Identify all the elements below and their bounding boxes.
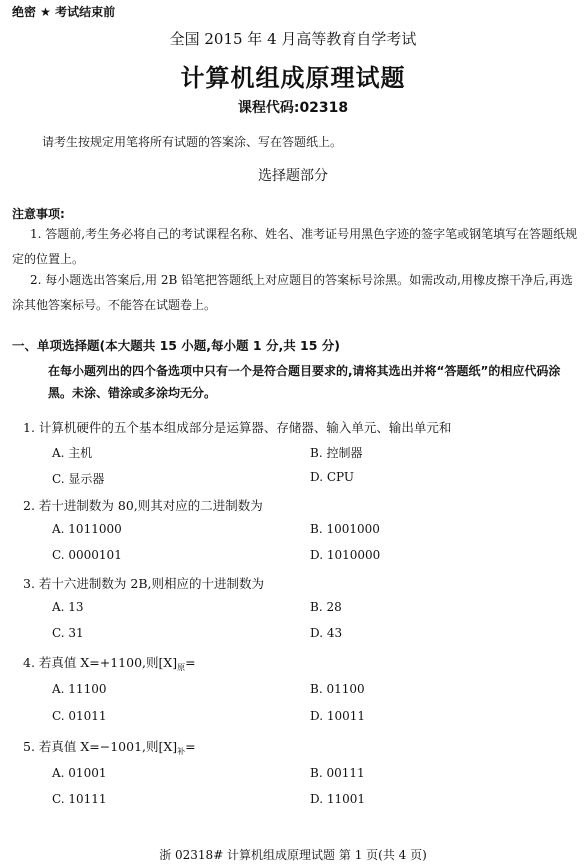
course-code: 课程代码:02318: [237, 100, 349, 116]
part-title: 选择题部分: [258, 168, 328, 184]
notice-item-2: 2. 每小题选出答案后,用 2B 铅笔把答题纸上对应题目的答案标号涂黑。如需改动,用橡皮擦干净后,再选涂其他答案标号。不能答在试题卷上。: [12, 273, 573, 312]
question-option-b: B. 00111: [310, 766, 365, 780]
confidentiality-label: 绝密 ★ 考试结束前: [12, 5, 116, 19]
question-stem: [23, 653, 196, 673]
stem-text: 5. 若真值 X=−1001,则[X]: [23, 739, 178, 754]
question-stem: 2. 若十进制数为 80,则其对应的二进制数为: [23, 498, 263, 513]
question-option-d: D. 11001: [310, 792, 365, 806]
question-option-b: B. 控制器: [310, 446, 363, 460]
stem-subscript: 原: [177, 663, 186, 672]
stem-suffix: =: [185, 655, 196, 670]
question-option-c: C. 0000101: [52, 548, 122, 562]
question-option-b: B. 01100: [310, 682, 365, 696]
question-option-d: D. 10011: [310, 709, 365, 723]
stem-subscript: 补: [177, 747, 186, 756]
general-instruction: 请考生按规定用笔将所有试题的答案涂、写在答题纸上。: [42, 135, 343, 149]
exam-session-line: 全国 2015 年 4 月高等教育自学考试: [169, 30, 417, 48]
question-option-a: A. 主机: [52, 446, 93, 460]
question-stem: [23, 737, 196, 757]
stem-suffix: =: [185, 739, 196, 754]
question-stem: 3. 若十六进制数为 2B,则相应的十进制数为: [23, 576, 264, 591]
question-option-a: A. 11100: [52, 682, 107, 696]
section-heading: 一、单项选择题(本大题共 15 小题,每小题 1 分,共 15 分): [12, 338, 341, 353]
question-option-d: D. 43: [310, 626, 343, 640]
question-option-c: C. 01011: [52, 709, 107, 723]
question-option-c: C. 31: [52, 626, 84, 640]
question-option-a: A. 1011000: [52, 522, 122, 536]
question-option-c: C. 显示器: [52, 472, 105, 486]
page-footer: 浙 02318# 计算机组成原理试题 第 1 页(共 4 页): [159, 848, 427, 862]
question-option-d: D. CPU: [310, 470, 354, 484]
question-option-b: B. 28: [310, 600, 342, 614]
notice-item-1: 1. 答题前,考生务必将自己的考试课程名称、姓名、准考证号用黑色字迹的签字笔或钢笔填写在答题纸规定的位置上。: [12, 227, 578, 266]
notice-heading: 注意事项:: [12, 207, 65, 221]
paper-title: 计算机组成原理试题: [180, 64, 406, 92]
stem-text: 4. 若真值 X=+1100,则[X]: [23, 655, 178, 670]
question-option-b: B. 1001000: [310, 522, 380, 536]
question-option-c: C. 10111: [52, 792, 107, 806]
question-option-d: D. 1010000: [310, 548, 381, 562]
question-option-a: A. 13: [52, 600, 84, 614]
question-option-a: A. 01001: [52, 766, 107, 780]
section-description: 在每小题列出的四个备选项中只有一个是符合题目要求的,请将其选出并将“答题纸”的相应代码涂黑。未涂、错涂或多涂均无分。: [48, 364, 561, 400]
question-stem: 1. 计算机硬件的五个基本组成部分是运算器、存储器、输入单元、输出单元和: [23, 420, 452, 435]
